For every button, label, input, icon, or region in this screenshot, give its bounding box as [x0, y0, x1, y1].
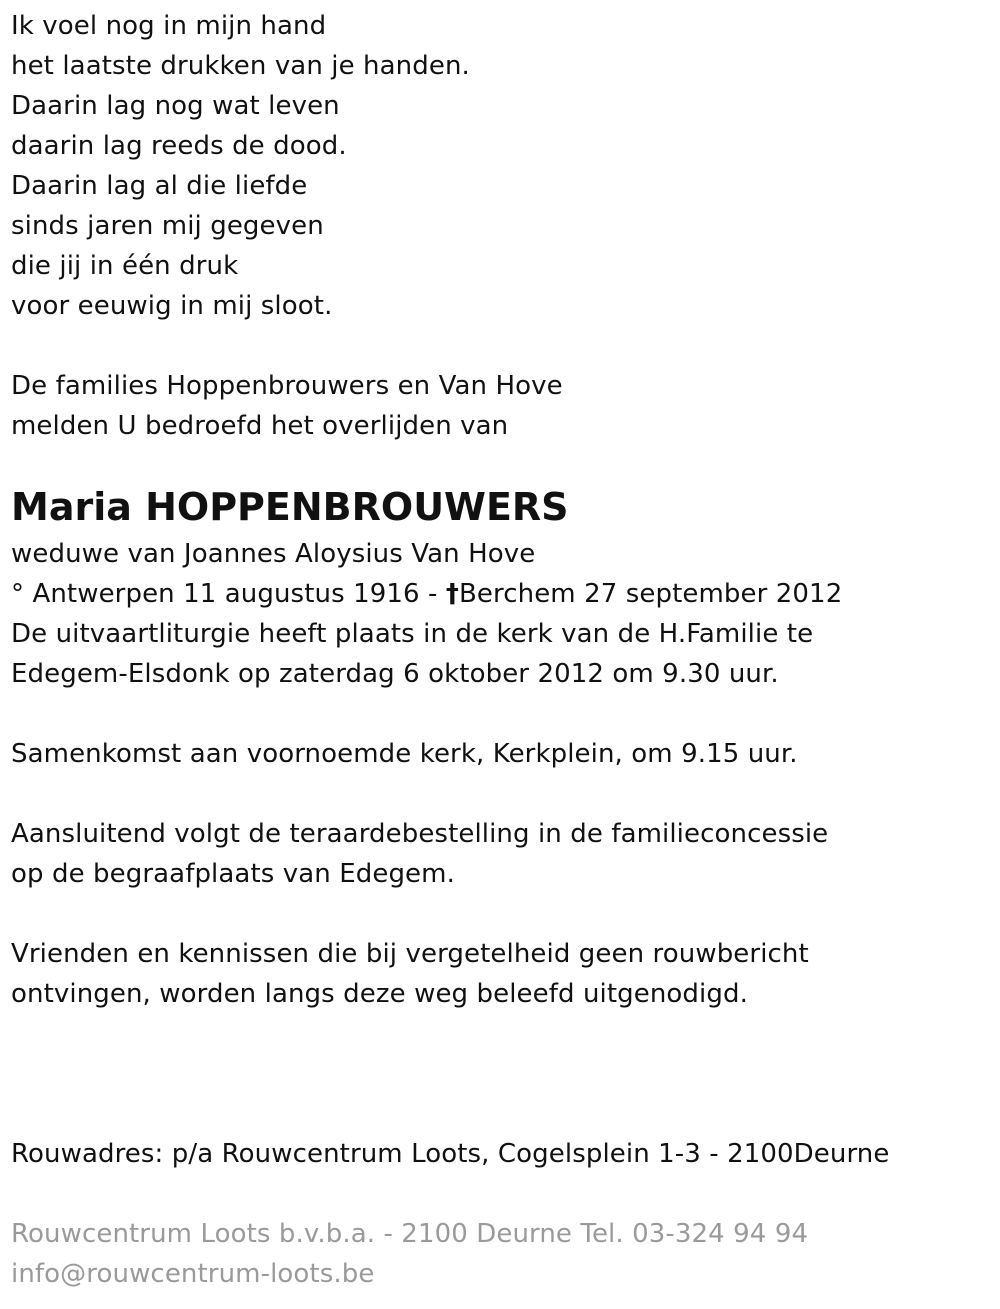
birth-text: ° Antwerpen 11 augustus 1916 -	[11, 579, 446, 609]
death-text: Berchem 27 september 2012	[458, 579, 843, 609]
meeting-info	[11, 734, 798, 774]
mourning-address	[11, 1134, 889, 1174]
poem-line: die jij in één druk	[11, 251, 239, 281]
friends-invitation	[11, 934, 809, 1014]
poem-line: Daarin lag nog wat leven	[11, 91, 340, 121]
poem	[11, 6, 470, 326]
widow-of-line: weduwe van Joannes Aloysius Van Hove	[11, 539, 536, 569]
meeting-line: Samenkomst aan voornoemde kerk, Kerkplein, om 9.15 uur.	[11, 739, 798, 769]
poem-line: sinds jaren mij gegeven	[11, 211, 324, 241]
announcement-intro	[11, 366, 563, 446]
poem-line: het laatste drukken van je handen.	[11, 51, 470, 81]
deceased-details	[11, 534, 842, 694]
poem-line: voor eeuwig in mij sloot.	[11, 291, 333, 321]
intro-line: melden U bedroefd het overlijden van	[11, 411, 509, 441]
address-line: Rouwadres: p/a Rouwcentrum Loots, Cogelsplein 1-3 - 2100Deurne	[11, 1139, 890, 1169]
ceremony-line: Edegem-Elsdonk op zaterdag 6 oktober 2012 om 9.30 uur.	[11, 659, 779, 689]
friends-line: ontvingen, worden langs deze weg beleefd uitgenodigd.	[11, 979, 748, 1009]
funeral-home-footer	[11, 1214, 808, 1294]
poem-line: Ik voel nog in mijn hand	[11, 11, 327, 41]
poem-line: Daarin lag al die liefde	[11, 171, 308, 201]
burial-line: op de begraafplaats van Edegem.	[11, 859, 455, 889]
ceremony-line: De uitvaartliturgie heeft plaats in de kerk van de H.Familie te	[11, 619, 814, 649]
burial-info	[11, 814, 828, 894]
intro-line: De families Hoppenbrouwers en Van Hove	[11, 371, 563, 401]
footer-company-line: Rouwcentrum Loots b.v.b.a. - 2100 Deurne Tel. 03-324 94 94	[11, 1219, 809, 1249]
friends-line: Vrienden en kennissen die bij vergetelheid geen rouwbericht	[11, 939, 809, 969]
birth-death-line	[11, 574, 842, 614]
deceased-name: Maria HOPPENBROUWERS	[11, 485, 569, 529]
burial-line: Aansluitend volgt de teraardebestelling in de familieconcessie	[11, 819, 829, 849]
footer-email-line: info@rouwcentrum-loots.be	[11, 1259, 375, 1289]
poem-line: daarin lag reeds de dood.	[11, 131, 347, 161]
cross-icon: †	[445, 579, 459, 609]
